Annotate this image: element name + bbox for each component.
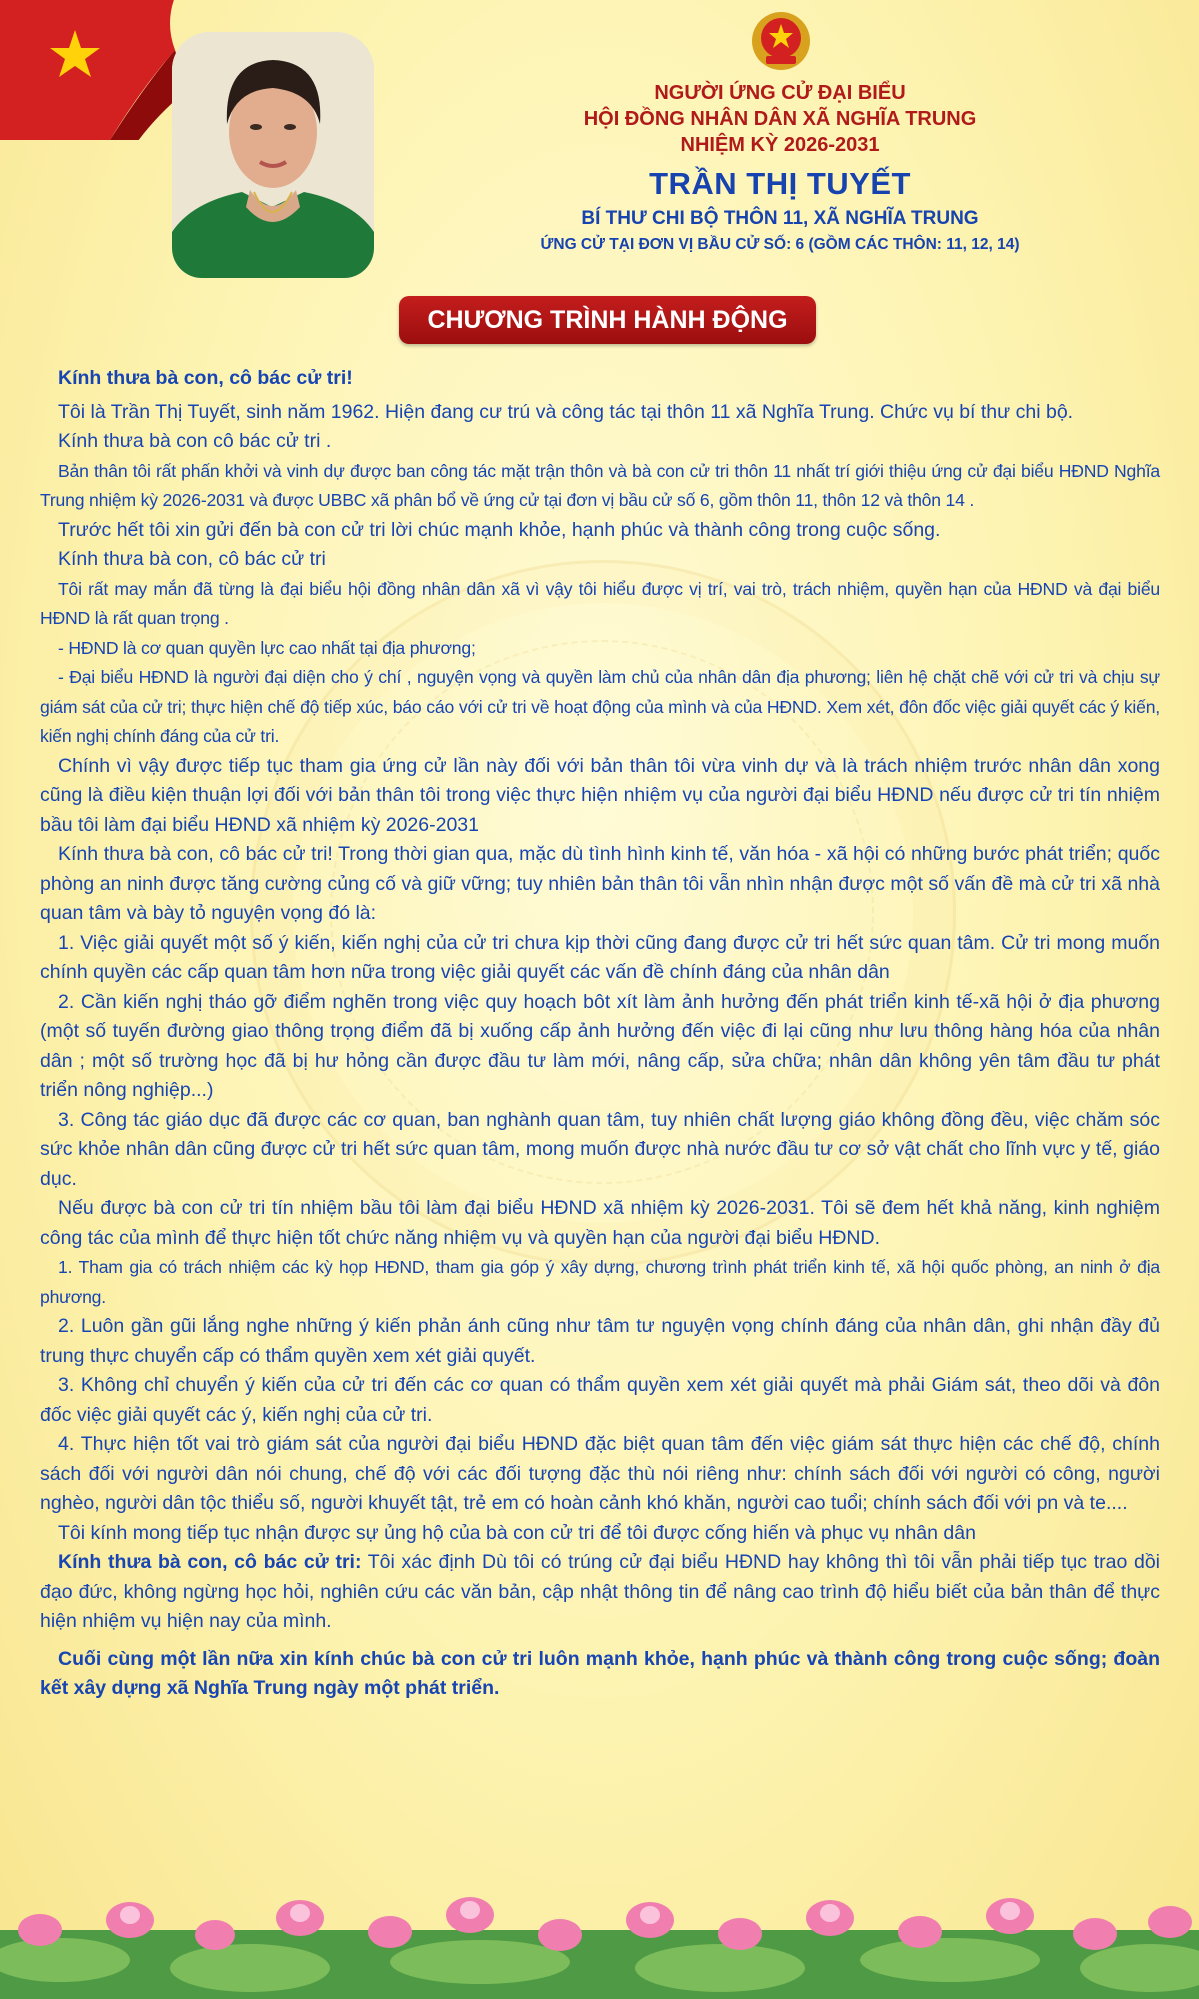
candidate-role: BÍ THƯ CHI BỘ THÔN 11, XÃ NGHĨA TRUNG [581,208,979,229]
program-title-banner: CHƯƠNG TRÌNH HÀNH ĐỘNG [399,296,816,344]
paragraph-experience: Tôi rất may mắn đã từng là đại biểu hội đồng nhân dân xã vì vậy tôi hiểu được vị trí, vai trò, trách nhiệm, quyền hạn của HĐND và đại biểu HĐND là rất quan trọng . [40,578,1160,628]
determination-text: Tôi xác định Dù tôi có trúng cử đại biểu HĐND hay không thì tôi vẫn phải tiếp tục trao dồi đạo đức, không ngừng học hỏi, nghiên cứu các văn bản, cập nhật thông tin để nâng cao trình độ hiểu biết của bản thân để thực hiện nhiệm vụ hiện nay của mình. [40,1551,1160,1632]
header-line-1: NGƯỜI ỨNG CỬ ĐẠI BIỂU [654,82,906,104]
header-line-2: HỘI ĐỒNG NHÂN DÂN XÃ NGHĨA TRUNG [583,108,977,130]
determination-lead: Kính thưa bà con, cô bác cử tri: [58,1551,362,1573]
paragraph-wishes: Trước hết tôi xin gửi đến bà con cử tri lời chúc mạnh khỏe, hạnh phúc và thành công trong cuộc sống. [58,518,941,541]
paragraph-delegate-role: - Đại biểu HĐND là người đại diện cho ý chí , nguyện vọng và quyền làm chủ của nhân dân địa phương; liên hệ chặt chẽ với cử tri và chịu sự giám sát của cử tri; thực hiện chế độ tiếp xúc, báo cáo với cử tri về hoạt động của mình và của HĐND. Xem xét, đôn đốc việc giải quyết các ý kiến, kiến nghị chính đáng của cử tri. [40,667,1160,746]
paragraph-action-2: 2. Luôn gần gũi lắng nghe những ý kiến phản ánh cũng như tâm tư nguyện vọng chính đáng của nhân dân, ghi nhận đầy đủ trung thực chuyển cấp có thẩm quyền xem xét giải quyết. [40,1315,1160,1367]
paragraph-hdnd-role: - HĐND là cơ quan quyền lực cao nhất tại địa phương; [58,637,476,658]
paragraph-address: Kính thưa bà con cô bác cử tri . [58,430,332,452]
closing-wish: Cuối cùng một lần nữa xin kính chúc bà con cử tri luôn mạnh khỏe, hạnh phúc và thành công trong cuộc sống; đoàn kết xây dựng xã Nghĩa Trung ngày một phát triển. [40,1647,1160,1699]
program-body [40,364,1160,1704]
paragraph-address-2: Kính thưa bà con, cô bác cử tri [58,548,326,570]
header-line-3: NHIỆM KỲ 2026-2031 [680,134,880,156]
candidate-header [520,80,1040,258]
paragraph-action-3: 3. Không chỉ chuyển ý kiến của cử tri đến các cơ quan có thẩm quyền xem xét giải quyết mà phải Giám sát, theo dõi và đôn đốc việc giải quyết các ý, kiến nghị của cử tri. [40,1374,1160,1426]
paragraph-action-1: 1. Tham gia có trách nhiệm các kỳ họp HĐND, tham gia góp ý xây dựng, chương trình phát triển kinh tế, xã hội quốc phòng, an ninh ở địa phương. [40,1257,1160,1307]
national-emblem-icon [750,10,812,72]
paragraph-issue-3: 3. Công tác giáo dục đã được các cơ quan, ban nghành quan tâm, tuy nhiên chất lượng giáo không đồng đều, việc chăm sóc sức khỏe nhân dân cũng được cử tri hết sức quan tâm, mong muốn được nhà nước đầu tư cơ sở vật chất cho lĩnh vực y tế, giáo dục. [40,1108,1160,1190]
lotus-flowers-decoration [0,1890,1199,1999]
paragraph-determination [40,1548,1160,1637]
greeting: Kính thưa bà con, cô bác cử tri! [58,367,353,389]
paragraph-reason: Chính vì vậy được tiếp tục tham gia ứng cử lần này đối với bản thân tôi vừa vinh dự và là trách nhiệm trước nhân dân xong cũng là điều kiện thuận lợi đối với bản thân tôi trong việc thực hiện nhiệm vụ của người đại biểu HĐND nếu được cử tri tín nhiệm bầu tôi làm đại biểu HĐND xã nhiệm kỳ 2026-2031 [40,754,1160,836]
paragraph-issue-2: 2. Cần kiến nghị tháo gỡ điểm nghẽn trong việc quy hoạch bôt xít làm ảnh hưởng đến phát triển kinh tế-xã hội ở địa phương (một số tuyến đường giao thông trọng điểm đã bị xuống cấp ảnh hưởng đến việc đi lại cũng như lưu thông hàng hóa của nhân dân ; một số trường học đã bị hư hỏng cần được đầu tư làm mới, nâng cấp, sửa chữa; nhân dân không yên tâm đầu tư phát triển nông nghiệp...) [40,990,1160,1101]
candidate-photo [172,32,374,278]
candidate-name: TRẦN THỊ TUYẾT [649,166,911,201]
paragraph-commitment: Nếu được bà con cử tri tín nhiệm bầu tôi làm đại biểu HĐND xã nhiệm kỳ 2026-2031. Tôi sẽ đem hết khả năng, kinh nghiệm công tác của mình để thực hiện tốt chức năng nhiệm vụ và quyền hạn của người đại biểu HĐND. [40,1197,1160,1249]
paragraph-action-4: 4. Thực hiện tốt vai trò giám sát của người đại biểu HĐND đặc biệt quan tâm đến việc giám sát thực hiện các chế độ, chính sách đối với người dân nói chung, chế độ với các đối tượng đặc thù nói riêng như: chính sách đối với người có công, người nghèo, người dân tộc thiểu số, người khuyết tật, trẻ em có hoàn cảnh khó khăn, người cao tuổi; chính sách đối với pn và te.... [40,1433,1160,1514]
paragraph-nomination: Bản thân tôi rất phấn khởi và vinh dự được ban công tác mặt trận thôn và bà con cử tri thôn 11 nhất trí giới thiệu ứng cử đại biểu HĐND Nghĩa Trung nhiệm kỳ 2026-2031 và được UBBC xã phân bổ về ứng cử tại đơn vị bầu cử số 6, gồm thôn 11, thôn 12 và thôn 14 . [40,460,1160,510]
paragraph-support: Tôi kính mong tiếp tục nhận được sự ủng hộ của bà con cử tri để tôi được cống hiến và phục vụ nhân dân [58,1521,976,1544]
paragraph-intro: Tôi là Trần Thị Tuyết, sinh năm 1962. Hiện đang cư trú và công tác tại thôn 11 xã Nghĩa Trung. Chức vụ bí thư chi bộ. [58,400,1074,423]
candidate-unit: ỨNG CỬ TẠI ĐƠN VỊ BẦU CỬ SỐ: 6 (GỒM CÁC THÔN: 11, 12, 14) [540,236,1020,253]
paragraph-issue-1: 1. Việc giải quyết một số ý kiến, kiến nghị của cử tri chưa kịp thời cũng đang được cử tri hết sức quan tâm. Cử tri mong muốn chính quyền các cấp quan tâm hơn nữa trong việc giải quyết các vấn đề chính đáng của nhân dân [40,931,1160,983]
paragraph-issues-intro: Kính thưa bà con, cô bác cử tri! Trong thời gian qua, mặc dù tình hình kinh tế, văn hóa - xã hội có những bước phát triển; quốc phòng an ninh được tăng cường củng cố và giữ vững; tuy nhiên bản thân tôi vẫn nhìn nhận được một số vấn đề mà cử tri xã nhà quan tâm và bày tỏ nguyện vọng đó là: [40,843,1160,924]
